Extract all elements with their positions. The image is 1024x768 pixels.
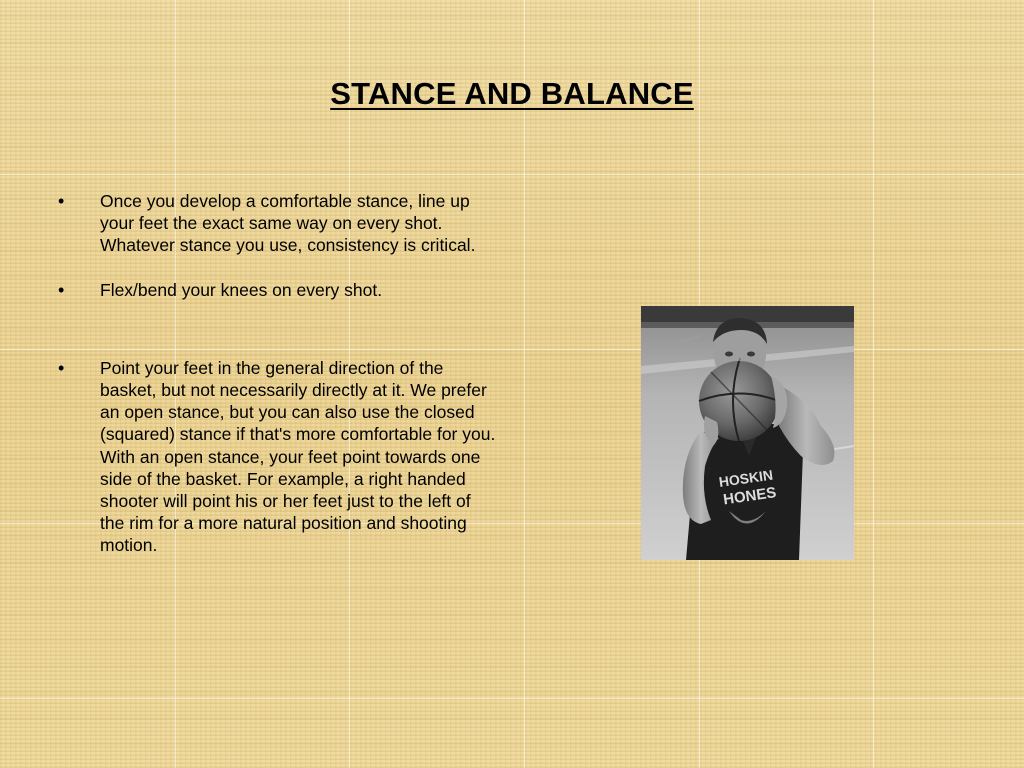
bullet-list [58,190,498,557]
background-grid-line [524,0,525,768]
bullet-text: Once you develop a comfortable stance, line up your feet the exact same way on every shot. Whatever stance you use, consistency is critical. [100,191,476,256]
background-grid-line [873,0,874,768]
bullet-text: Flex/bend your knees on every shot. [100,279,383,300]
basketball-player-photo [641,306,854,560]
slide-title: STANCE AND BALANCE [330,76,694,111]
svg-text:HONES: HONES [722,484,778,509]
background-grid-line [0,698,1024,699]
bullet-marker: • [58,191,65,211]
bullet-item [58,279,498,301]
bullet-marker: • [58,357,65,378]
bullet-item [58,357,498,557]
background-grid-line [0,174,1024,175]
bullet-marker: • [58,279,65,300]
svg-text:HOSKIN: HOSKIN [717,466,774,491]
photo-illustration [641,306,854,560]
bullet-text: Point your feet in the general direction of the basket, but not necessarily directly at it. We prefer an open stance, but you can also use the closed (squared) stance if that's more comfortable for you. With an open stance, your feet point towards one side of the basket. For example, a right handed shooter will point his or her feet just to the left of the rim for a more natural position and shooting motion. [100,357,496,556]
bullet-item [58,190,498,257]
